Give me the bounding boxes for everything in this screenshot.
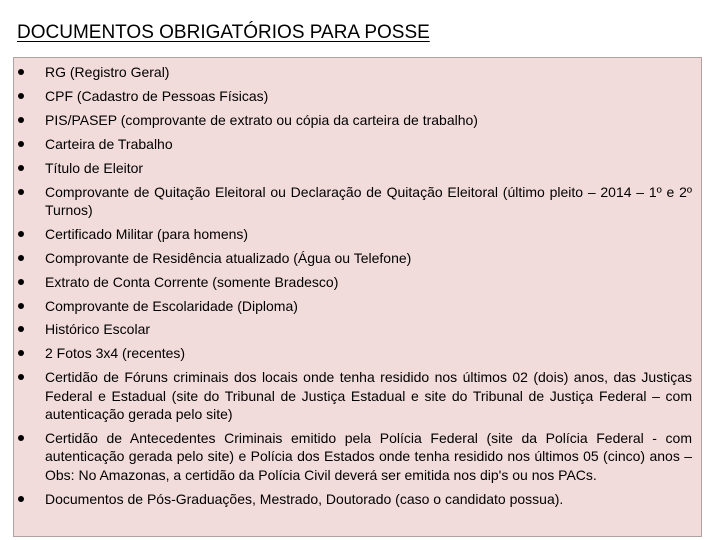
bullet-icon bbox=[18, 117, 24, 123]
bullet-icon bbox=[18, 165, 24, 171]
bullet-icon bbox=[18, 374, 24, 380]
list-item-text: Título de Eleitor bbox=[45, 159, 144, 176]
list-item-text: Extrato de Conta Corrente (somente Bradesco) bbox=[45, 273, 339, 290]
page-title: DOCUMENTOS OBRIGATÓRIOS PARA POSSE bbox=[17, 22, 430, 43]
list-item bbox=[14, 429, 692, 484]
list-item-text: Comprovante de Escolaridade (Diploma) bbox=[45, 297, 298, 314]
list-item-text: Certidão de Antecedentes Criminais emitido pela Polícia Federal (site da Polícia Federal - com autenticação gerada pelo site) e Polícia dos Estados onde tenha residido nos últimos 05 (cinco) anos – Obs: No Amazonas, a certidão da Polícia Civil deverá ser emitida nos dip's ou nos PACs. bbox=[45, 430, 692, 483]
list-item bbox=[14, 63, 692, 81]
list-item bbox=[14, 273, 692, 291]
bullet-icon bbox=[18, 326, 24, 332]
list-item bbox=[14, 159, 692, 177]
list-item-text: Comprovante de Quitação Eleitoral ou Declaração de Quitação Eleitoral (último pleito – 2014 – 1º e 2º Turnos) bbox=[45, 183, 692, 218]
bullet-icon bbox=[18, 231, 24, 237]
list-item bbox=[14, 87, 692, 105]
list-item bbox=[14, 183, 692, 220]
documents-box bbox=[13, 57, 702, 537]
list-item bbox=[14, 249, 692, 267]
bullet-icon bbox=[18, 69, 24, 75]
list-item-text: Documentos de Pós-Graduações, Mestrado, Doutorado (caso o candidato possua). bbox=[45, 490, 564, 507]
list-item bbox=[14, 111, 692, 129]
bullet-icon bbox=[18, 93, 24, 99]
list-item-text: PIS/PASEP (comprovante de extrato ou cópia da carteira de trabalho) bbox=[45, 111, 478, 128]
list-item-text: Histórico Escolar bbox=[45, 321, 151, 338]
bullet-icon bbox=[18, 141, 24, 147]
list-item bbox=[14, 135, 692, 153]
list-item bbox=[14, 344, 692, 362]
list-item bbox=[14, 368, 692, 423]
list-item bbox=[14, 297, 692, 315]
list-item-text: Certidão de Fóruns criminais dos locais onde tenha residido nos últimos 02 (dois) anos, das Justiças Federal e Estadual (site do Tribunal de Justiça Estadual e site do Tribunal de Justiça Federal – com autenticação gerada pelo site) bbox=[45, 369, 692, 423]
list-item-text: 2 Fotos 3x4 (recentes) bbox=[45, 345, 186, 362]
list-item bbox=[14, 320, 692, 338]
bullet-icon bbox=[18, 435, 24, 441]
list-item-text: Certificado Militar (para homens) bbox=[45, 225, 249, 242]
bullet-icon bbox=[18, 350, 24, 356]
bullet-icon bbox=[18, 255, 24, 261]
documents-list bbox=[14, 58, 701, 508]
list-item bbox=[14, 225, 692, 243]
list-item-text: RG (Registro Geral) bbox=[45, 64, 170, 80]
list-item-text: Carteira de Trabalho bbox=[45, 135, 173, 152]
list-item-text: Comprovante de Residência atualizado (Água ou Telefone) bbox=[45, 249, 412, 266]
bullet-icon bbox=[18, 303, 24, 309]
list-item bbox=[14, 490, 692, 508]
bullet-icon bbox=[18, 496, 24, 502]
bullet-icon bbox=[18, 189, 24, 195]
list-item-text: CPF (Cadastro de Pessoas Físicas) bbox=[45, 87, 269, 104]
bullet-icon bbox=[18, 279, 24, 285]
